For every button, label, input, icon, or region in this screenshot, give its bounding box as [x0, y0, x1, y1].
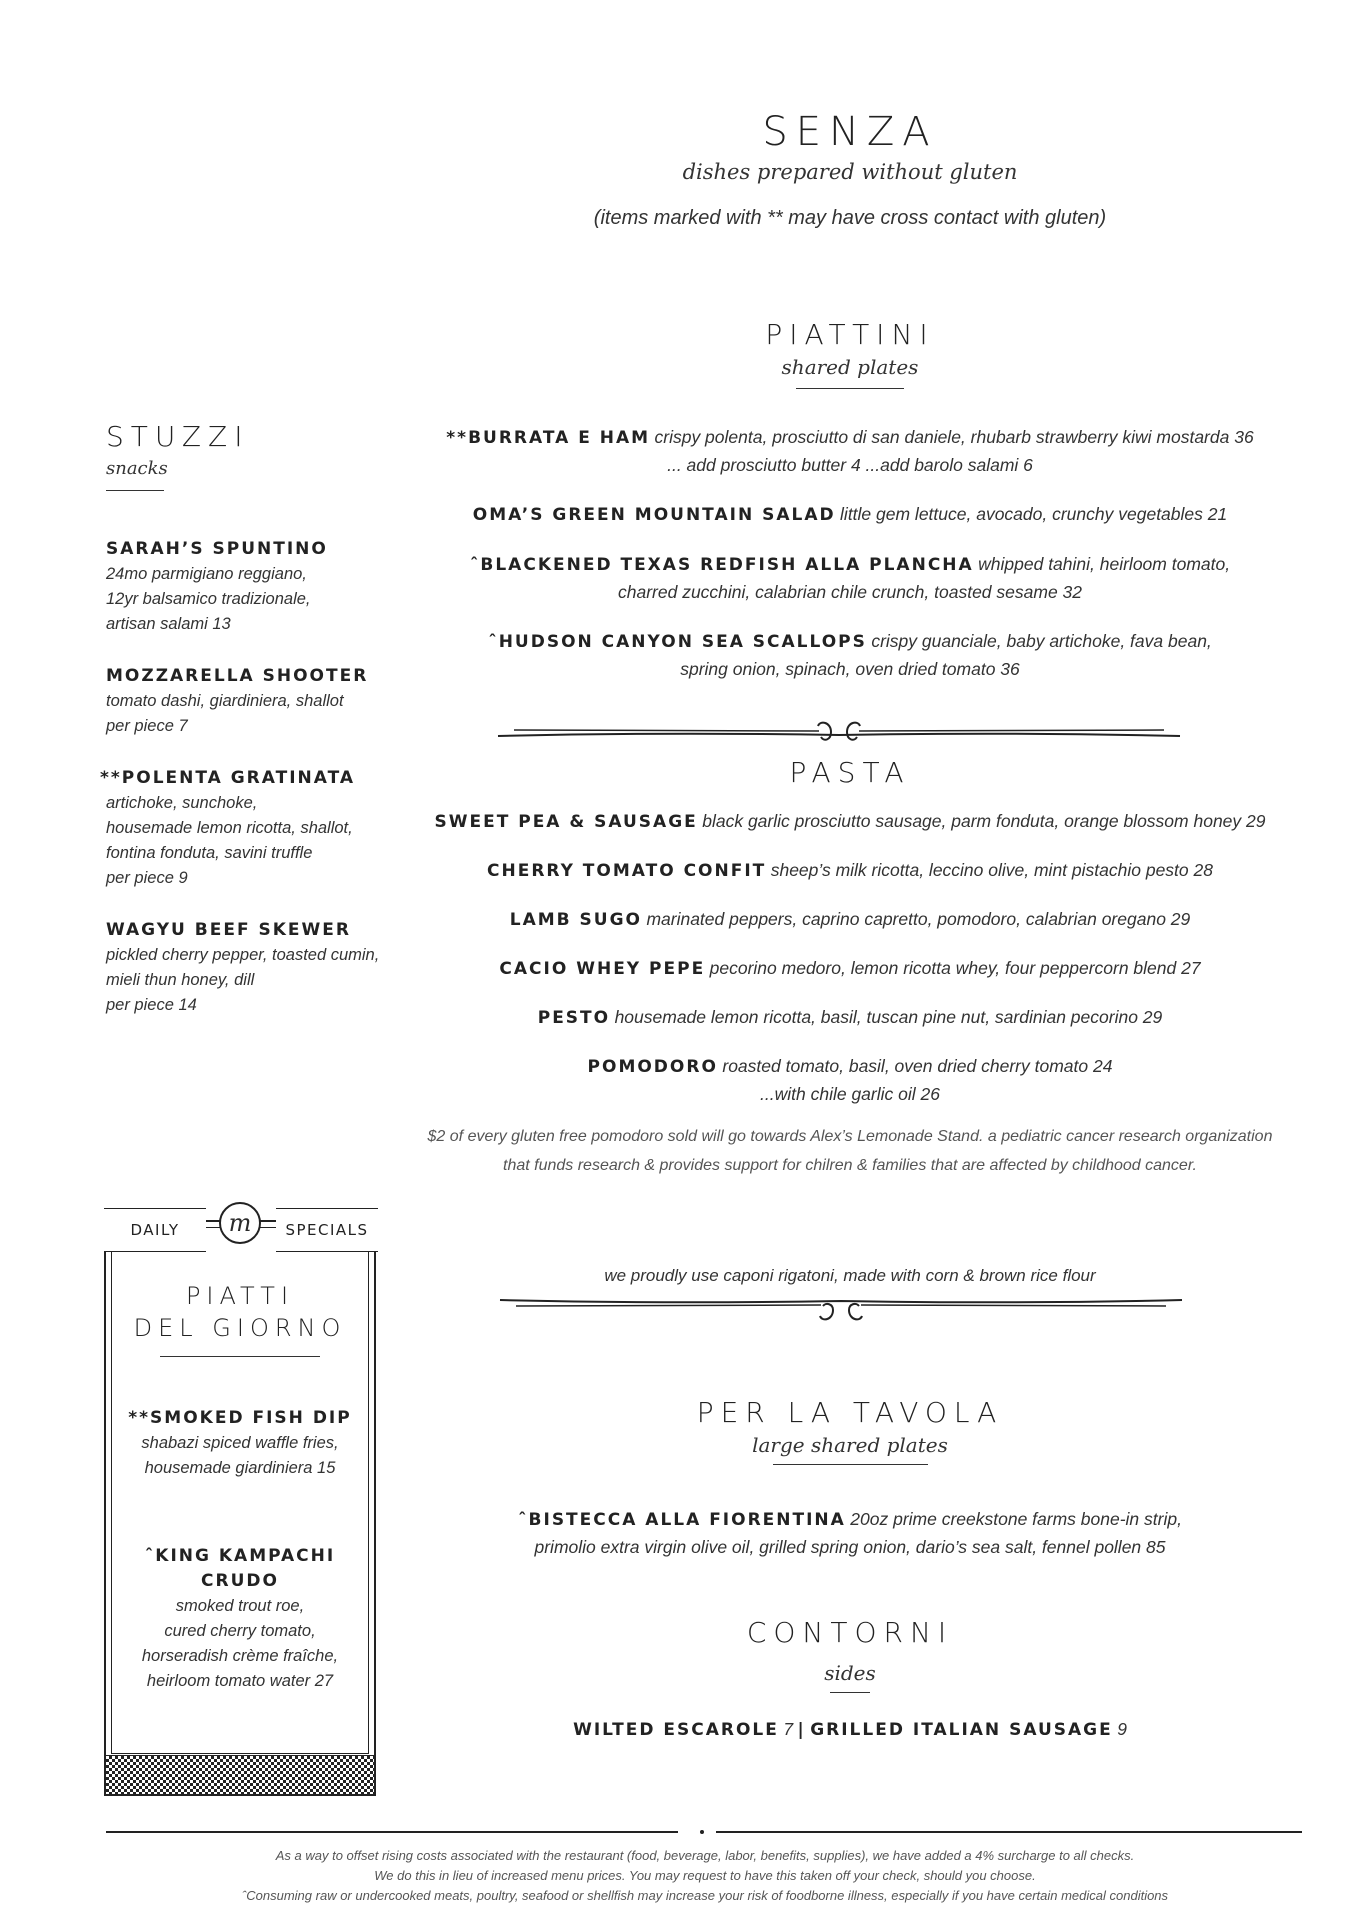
tavola-rule [773, 1464, 928, 1465]
dish-name: SARAH’S SPUNTINO [106, 539, 328, 559]
piattini-item [420, 628, 1280, 683]
dish-desc: 20oz prime creekstone farms bone-in strip, [850, 1509, 1182, 1529]
daily-label: DAILY [130, 1221, 180, 1239]
dish-name: **SMOKED FISH DIP [128, 1408, 352, 1428]
dish-line: housemade giardiniera 15 [144, 1459, 336, 1477]
specials-label: SPECIALS [285, 1221, 369, 1239]
dish-line: cured cherry tomato, [164, 1622, 316, 1640]
contorni-subtitle: sides [824, 1661, 876, 1685]
footer-notes [100, 1846, 1310, 1906]
side-name: WILTED ESCAROLE [573, 1720, 779, 1740]
dish-line: smoked trout roe, [175, 1597, 305, 1615]
ornament-divider-bottom [496, 1294, 1186, 1334]
daily-ribbon-left [104, 1208, 206, 1252]
dish-line: artichoke, sunchoke, [106, 794, 258, 812]
tavola-subtitle: large shared plates [752, 1433, 948, 1457]
daily-title [106, 1280, 374, 1357]
pasta-header [440, 756, 1260, 790]
daily-title-rule [160, 1356, 320, 1357]
tavola-header [440, 1396, 1260, 1465]
side-price: 9 [1117, 1719, 1127, 1739]
dish-desc-cont: charred zucchini, calabrian chile crunch, toasted sesame 32 [618, 582, 1082, 602]
stuzzi-item [106, 917, 426, 1018]
stuzzi-item [100, 765, 426, 891]
footer-divider [104, 1826, 1304, 1838]
stuzzi-header [106, 420, 406, 491]
dish-name: POMODORO [587, 1057, 718, 1077]
contorni-title: CONTORNI [746, 1616, 954, 1649]
daily-title-line-1: PIATTI [185, 1282, 295, 1310]
m-logo: m [219, 1202, 261, 1244]
piattini-subtitle: shared plates [781, 355, 919, 379]
piattini-header [440, 318, 1260, 389]
dish-desc-cont: primolio extra virgin olive oil, grilled spring onion, dario’s sea salt, fennel pollen 85 [534, 1537, 1166, 1557]
pasta-item [400, 1004, 1300, 1032]
dish-line: artisan salami 13 [106, 615, 231, 633]
dish-addon: ...with chile garlic oil 26 [760, 1084, 940, 1104]
stuzzi-item [106, 536, 426, 637]
dish-desc: crispy polenta, prosciutto di san daniele, rhubarb strawberry kiwi mostarda 36 [654, 427, 1254, 447]
menu-subtitle: dishes prepared without gluten [682, 160, 1018, 184]
dish-line: 12yr balsamico tradizionale, [106, 590, 311, 608]
dish-desc: roasted tomato, basil, oven dried cherry tomato 24 [722, 1056, 1113, 1076]
piattini-item [420, 551, 1280, 606]
tavola-item [420, 1506, 1280, 1561]
dish-desc: black garlic prosciutto sausage, parm fonduta, orange blossom honey 29 [702, 811, 1266, 831]
dish-name: ˆBISTECCA ALLA FIORENTINA [518, 1510, 846, 1530]
dish-name: **BURRATA E HAM [446, 428, 651, 448]
dish-line: shabazi spiced waffle fries, [141, 1434, 339, 1452]
dish-name: LAMB SUGO [509, 910, 642, 930]
dish-desc: little gem lettuce, avocado, crunchy vegetables 21 [840, 504, 1228, 524]
dish-line: horseradish crème fraîche, [141, 1647, 339, 1665]
dish-name: SWEET PEA & SAUSAGE [434, 812, 698, 832]
dish-name: CACIO WHEY PEPE [499, 959, 706, 979]
side-name: GRILLED ITALIAN SAUSAGE [810, 1720, 1113, 1740]
surcharge-note-2: We do this in lieu of increased menu prices. You may request to have this taken off your check, should you choose. [374, 1868, 1036, 1883]
pasta-title: PASTA [789, 756, 911, 789]
charity-line-1: $2 of every gluten free pomodoro sold will go towards Alex’s Lemonade Stand. a pediatric cancer research organization [427, 1128, 1273, 1145]
dish-line: tomato dashi, giardiniera, shallot [106, 692, 344, 710]
contorni-header [440, 1616, 1260, 1693]
dish-line: mieli thun honey, dill [106, 971, 255, 989]
charity-note [400, 1122, 1300, 1180]
pasta-item [400, 1053, 1300, 1108]
dish-desc: marinated peppers, caprino capretto, pomodoro, calabrian oregano 29 [646, 909, 1191, 929]
dish-name: OMA’S GREEN MOUNTAIN SALAD [472, 505, 836, 525]
dish-name: WAGYU BEEF SKEWER [106, 920, 351, 940]
dish-desc: whipped tahini, heirloom tomato, [978, 554, 1231, 574]
dish-desc-cont: spring onion, spinach, oven dried tomato 36 [680, 659, 1020, 679]
menu-title: SENZA [762, 109, 938, 155]
dish-desc: sheep’s milk ricotta, leccino olive, mint pistachio pesto 28 [770, 860, 1213, 880]
dish-name: ˆKING KAMPACHI [144, 1546, 336, 1566]
dish-name: ˆBLACKENED TEXAS REDFISH ALLA PLANCHA [469, 555, 974, 575]
side-separator: | [797, 1720, 806, 1740]
dish-name: CHERRY TOMATO CONFIT [487, 861, 767, 881]
tavola-title: PER LA TAVOLA [696, 1396, 1004, 1429]
daily-specials-box [104, 1209, 376, 1796]
dish-line: housemade lemon ricotta, shallot, [106, 819, 353, 837]
piattini-item [420, 501, 1280, 529]
surcharge-note: As a way to offset rising costs associated with the restaurant (food, beverage, labor, benefits, supplies), we have added a 4% surcharge to all checks. [275, 1848, 1135, 1863]
stuzzi-title: STUZZI [106, 420, 250, 453]
contorni-items [440, 1716, 1260, 1744]
dish-name: PESTO [537, 1008, 611, 1028]
dish-line: per piece 14 [106, 996, 197, 1014]
dish-line: per piece 7 [106, 717, 188, 735]
daily-title-line-2: DEL GIORNO [133, 1314, 347, 1342]
consumption-warning: ˆConsuming raw or undercooked meats, poultry, seafood or shellfish may increase your risk of foodborne illness, especially if you have certain medical conditions [241, 1888, 1169, 1903]
stuzzi-rule [106, 490, 164, 491]
rigatoni-note-wrap [440, 1262, 1260, 1290]
dish-line: 24mo parmigiano reggiano, [106, 565, 307, 583]
dish-desc: crispy guanciale, baby artichoke, fava bean, [871, 631, 1212, 651]
stuzzi-list [100, 536, 426, 1044]
dish-name-cont: CRUDO [201, 1571, 279, 1591]
pasta-item [400, 857, 1300, 885]
dish-line: per piece 9 [106, 869, 188, 887]
pasta-list [400, 808, 1300, 1108]
daily-ribbon-right [276, 1208, 378, 1252]
pasta-item [400, 808, 1300, 836]
checker-pattern [106, 1755, 374, 1794]
charity-line-2: that funds research & provides support for chilren & families that are affected by childhood cancer. [503, 1157, 1197, 1174]
dish-line: pickled cherry pepper, toasted cumin, [106, 946, 380, 964]
rigatoni-note: we proudly use caponi rigatoni, made with corn & brown rice flour [604, 1266, 1096, 1285]
dish-line: heirloom tomato water 27 [146, 1672, 334, 1690]
side-price: 7 [783, 1719, 794, 1739]
pasta-item [400, 906, 1300, 934]
piattini-item [420, 424, 1280, 479]
ornament-divider-top [494, 710, 1184, 746]
menu-header [440, 108, 1260, 232]
stuzzi-item [106, 663, 426, 739]
dish-name: MOZZARELLA SHOOTER [106, 666, 369, 686]
daily-item [106, 1406, 374, 1481]
dish-addons: ... add prosciutto butter 4 ...add barolo salami 6 [667, 455, 1033, 475]
daily-item [106, 1544, 374, 1694]
dish-line: fontina fonduta, savini truffle [106, 844, 313, 862]
dish-desc: pecorino medoro, lemon ricotta whey, four peppercorn blend 27 [709, 958, 1201, 978]
gluten-note: (items marked with ** may have cross contact with gluten) [593, 207, 1107, 229]
dish-name: **POLENTA GRATINATA [100, 768, 356, 788]
piattini-rule [796, 388, 904, 389]
piattini-list [420, 424, 1280, 705]
stuzzi-subtitle: snacks [106, 458, 168, 479]
contorni-rule [830, 1692, 870, 1693]
dish-name: ˆHUDSON CANYON SEA SCALLOPS [488, 632, 867, 652]
piattini-title: PIATTINI [765, 318, 935, 351]
pasta-item [400, 955, 1300, 983]
dish-desc: housemade lemon ricotta, basil, tuscan pine nut, sardinian pecorino 29 [614, 1007, 1163, 1027]
